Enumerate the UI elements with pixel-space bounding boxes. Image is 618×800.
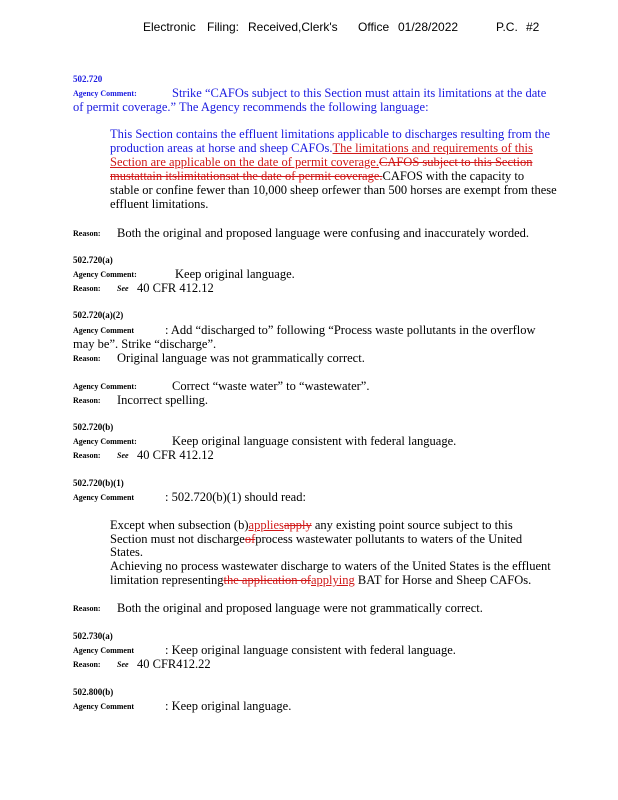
header-number: #2 [526, 20, 540, 34]
agency-comment-label: Agency Comment: [73, 437, 137, 446]
reason-text: Incorrect spelling. [117, 393, 208, 407]
section-id: 502.720(b)(1) [73, 478, 124, 488]
agency-comment-label: Agency Comment [73, 646, 135, 655]
section-id: 502.720(a)(2) [73, 310, 124, 320]
reason-text: Original language was not grammatically correct. [117, 351, 365, 365]
header-filing: Filing: [207, 20, 240, 34]
reason-text: 40 CFR 412.12 [137, 281, 214, 295]
comment-line: Strike “CAFOs subject to this Section must attain its limitations at the date [172, 86, 547, 100]
quoted-text-line: Section must not dischargeofprocess wastewater pollutants to waters of the United [110, 532, 523, 546]
reason-label: Reason: [73, 660, 101, 669]
reason-text: 40 CFR 412.12 [137, 448, 214, 462]
see-label: See [117, 284, 129, 293]
comment-text: : Keep original language. [165, 699, 292, 713]
quoted-text-line: production areas at horse and sheep CAFOs.The limitations and requirements of this [110, 141, 533, 155]
comment-text: Keep original language consistent with federal language. [172, 434, 457, 448]
reason-label: Reason: [73, 451, 101, 460]
reason-label: Reason: [73, 396, 101, 405]
header-electronic: Electronic [143, 20, 196, 34]
header-received: Received,Clerk's [248, 20, 338, 34]
comment-text: Correct “waste water” to “wastewater”. [172, 379, 370, 393]
comment-text: Keep original language. [175, 267, 295, 281]
comment-line: of permit coverage.” The Agency recommends the following language: [73, 100, 429, 114]
section-id: 502.730(a) [73, 631, 113, 641]
section-id: 502.720 [73, 74, 103, 84]
quoted-text-line: Achieving no process wastewater discharge to waters of the United States is the effluent [110, 559, 551, 573]
reason-label: Reason: [73, 229, 101, 238]
comment-line: : Add “discharged to” following “Process waste pollutants in the overflow [165, 323, 536, 337]
section-id: 502.720(b) [73, 422, 114, 432]
section-id: 502.800(b) [73, 687, 114, 697]
agency-comment-label: Agency Comment [73, 493, 135, 502]
quoted-text-line: limitation representingthe application ofapplying BAT for Horse and Sheep CAFOs. [110, 573, 532, 587]
comment-text: : 502.720(b)(1) should read: [165, 490, 306, 504]
reason-label: Reason: [73, 354, 101, 363]
quoted-text-line: stable or confine fewer than 10,000 sheep orfewer than 500 horses are exempt from these [110, 183, 557, 197]
quoted-text-line: mustattain itslimitationsat the date of permit coverage.CAFOS with the capacity to [110, 169, 525, 183]
agency-comment-label: Agency Comment: [73, 270, 137, 279]
header-office: Office [358, 20, 390, 34]
see-label: See [117, 660, 129, 669]
agency-comment-label: Agency Comment: [73, 382, 137, 391]
reason-label: Reason: [73, 604, 101, 613]
agency-comment-label: Agency Comment [73, 326, 135, 335]
header-pc: P.C. [496, 20, 518, 34]
see-label: See [117, 451, 129, 460]
quoted-text-line: This Section contains the effluent limitations applicable to discharges resulting from the [110, 127, 551, 141]
reason-text: 40 CFR412.22 [137, 657, 211, 671]
reason-text: Both the original and proposed language were not grammatically correct. [117, 601, 483, 615]
reason-text: Both the original and proposed language were confusing and inaccurately worded. [117, 226, 530, 240]
agency-comment-label: Agency Comment: [73, 89, 137, 98]
agency-comment-label: Agency Comment [73, 702, 135, 711]
quoted-text-line: effluent limitations. [110, 197, 209, 211]
quoted-text-line: Section are applicable on the date of permit coverage.CAFOS subject to this Section [110, 155, 533, 169]
quoted-text-line: Except when subsection (b)appliesapply any existing point source subject to this [110, 518, 513, 532]
quoted-text-line: States. [110, 545, 143, 559]
section-id: 502.720(a) [73, 255, 113, 265]
reason-label: Reason: [73, 284, 101, 293]
comment-line: may be”. Strike “discharge”. [73, 337, 217, 351]
comment-text: : Keep original language consistent with federal language. [165, 643, 456, 657]
header-date: 01/28/2022 [398, 20, 459, 34]
